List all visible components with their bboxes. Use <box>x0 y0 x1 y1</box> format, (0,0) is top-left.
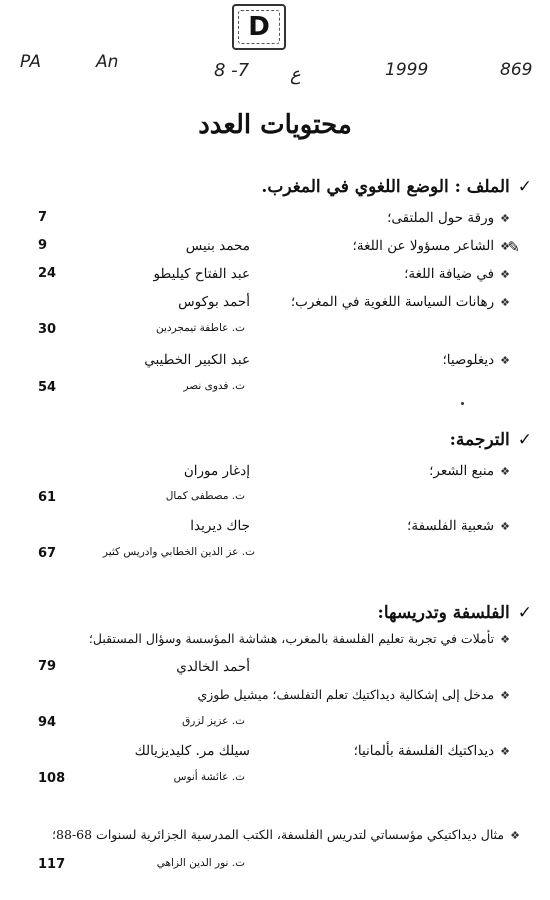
toc-row <box>0 463 550 485</box>
translator-name: ت. عائشة أنوس <box>173 771 245 783</box>
bullet-icon: ❖ <box>510 829 520 842</box>
toc-row <box>0 659 550 681</box>
author-name: عبد الكبير الخطيبي <box>144 352 250 368</box>
handwritten-note-ain: ع <box>290 64 301 85</box>
checkmark-icon: ✓ <box>517 430 532 450</box>
checkmark-icon: ✓ <box>517 603 532 623</box>
library-stamp <box>232 4 286 50</box>
handwritten-note-date: 8 -7 <box>214 60 250 81</box>
author-name: سيلك مر. كليديزيالك <box>134 743 250 759</box>
page-number: 108 <box>38 771 66 786</box>
page-number: 24 <box>38 266 57 281</box>
page-number: 54 <box>38 380 57 395</box>
section-heading-translation <box>450 430 532 450</box>
toc-row <box>0 715 550 737</box>
checkmark-icon: ✓ <box>517 177 532 197</box>
toc-row <box>0 518 550 540</box>
section-heading-text: الترجمة: <box>449 430 510 450</box>
handwritten-note-year: 1999 <box>385 60 429 80</box>
toc-entry: ❖في ضيافة اللغة؛ <box>404 266 510 282</box>
toc-entry: ❖مدخل إلى إشكالية ديداكتيك تعلم التفلسف؛ ميشيل طوزي <box>197 687 510 702</box>
toc-row <box>0 490 550 512</box>
author-name: عبد الفتاح كيليطو <box>153 266 250 282</box>
section-heading-text: الملف : الوضع اللغوي في المغرب. <box>261 177 510 197</box>
page-number: 79 <box>38 659 57 674</box>
toc-row <box>0 294 550 316</box>
toc-entry: ❖ديغلوصيا؛ <box>442 352 510 368</box>
page-number: 30 <box>38 322 57 337</box>
toc-row <box>0 238 550 260</box>
bullet-icon: ❖ <box>500 520 510 533</box>
section-heading-text: الفلسفة وتدريسها: <box>377 603 510 623</box>
author-name: إدغار موران <box>183 463 250 479</box>
toc-row <box>0 322 550 344</box>
bullet-icon: ❖ <box>500 745 510 758</box>
section-heading-philosophy <box>378 603 532 623</box>
bullet-icon: ❖ <box>500 689 510 702</box>
toc-entry: ❖مثال ديداكتيكي مؤسساتي لتدريس الفلسفة، الكتب المدرسية الجزائرية لسنوات 68-88؛ <box>52 827 520 842</box>
page-title: محتويات العدد <box>198 110 352 140</box>
translator-name: ت. عزيز لزرق <box>182 715 245 727</box>
translator-name: ت. فدوى نصر <box>183 380 245 392</box>
bullet-icon: ❖ <box>500 633 510 646</box>
bullet-icon: ❖ <box>500 268 510 281</box>
translator-name: ت. عز الدين الخطابي وادريس كثير <box>102 546 255 558</box>
toc-row <box>0 857 550 879</box>
toc-row <box>0 771 550 793</box>
toc-row <box>0 743 550 765</box>
author-name: جاك ديريدا <box>190 518 250 534</box>
stamp-letter: D <box>248 12 270 42</box>
page-number: 61 <box>38 490 57 505</box>
toc-row <box>0 380 550 402</box>
handwritten-note-an: An <box>96 52 119 72</box>
bullet-icon: ❖ <box>500 240 510 253</box>
toc-entry: ❖ورقة حول الملتقى؛ <box>387 210 510 226</box>
page-number: 117 <box>38 857 66 872</box>
translator-name: ت. عاطفة تيمجردين <box>156 322 245 334</box>
toc-row <box>0 352 550 374</box>
toc-entry: ❖شعبية الفلسفة؛ <box>407 518 510 534</box>
author-name: محمد بنيس <box>185 238 250 254</box>
toc-row <box>0 631 550 653</box>
toc-entry: ❖ديداكتيك الفلسفة بألمانيا؛ <box>353 743 510 759</box>
translator-name: ت. نور الدين الزاهي <box>156 857 245 869</box>
author-name: أحمد الخالدي <box>176 659 250 675</box>
author-name: ميشيل طوزي <box>197 687 269 702</box>
toc-entry: ❖تأملات في تجربة تعليم الفلسفة بالمغرب، هشاشة المؤسسة وسؤال المستقبل؛ <box>88 631 510 646</box>
toc-row <box>0 687 550 709</box>
translator-name: ت. مصطفى كمال <box>165 490 245 502</box>
handwritten-note-pa: PA <box>20 52 42 72</box>
author-name: أحمد بوكوس <box>178 294 250 310</box>
toc-row <box>0 210 550 232</box>
page-number: 67 <box>38 546 57 561</box>
bullet-icon: ❖ <box>500 296 510 309</box>
page-number: 7 <box>38 210 48 225</box>
toc-row <box>0 266 550 288</box>
toc-row <box>0 827 550 849</box>
page-number: 9 <box>38 238 48 253</box>
bullet-icon: ❖ <box>500 354 510 367</box>
handwritten-note-number: 869 <box>500 60 533 80</box>
toc-entry: ❖رهانات السياسة اللغوية في المغرب؛ <box>290 294 510 310</box>
bullet-icon: ❖ <box>500 212 510 225</box>
toc-entry: ❖الشاعر مسؤولا عن اللغة؛ <box>352 238 510 254</box>
ink-dot <box>461 402 464 405</box>
toc-row <box>0 546 550 568</box>
bullet-icon: ❖ <box>500 465 510 478</box>
section-heading-dossier <box>261 177 532 197</box>
pencil-mark-icon: ✎ <box>507 238 520 256</box>
toc-entry: ❖منبع الشعر؛ <box>429 463 510 479</box>
page-number: 94 <box>38 715 57 730</box>
